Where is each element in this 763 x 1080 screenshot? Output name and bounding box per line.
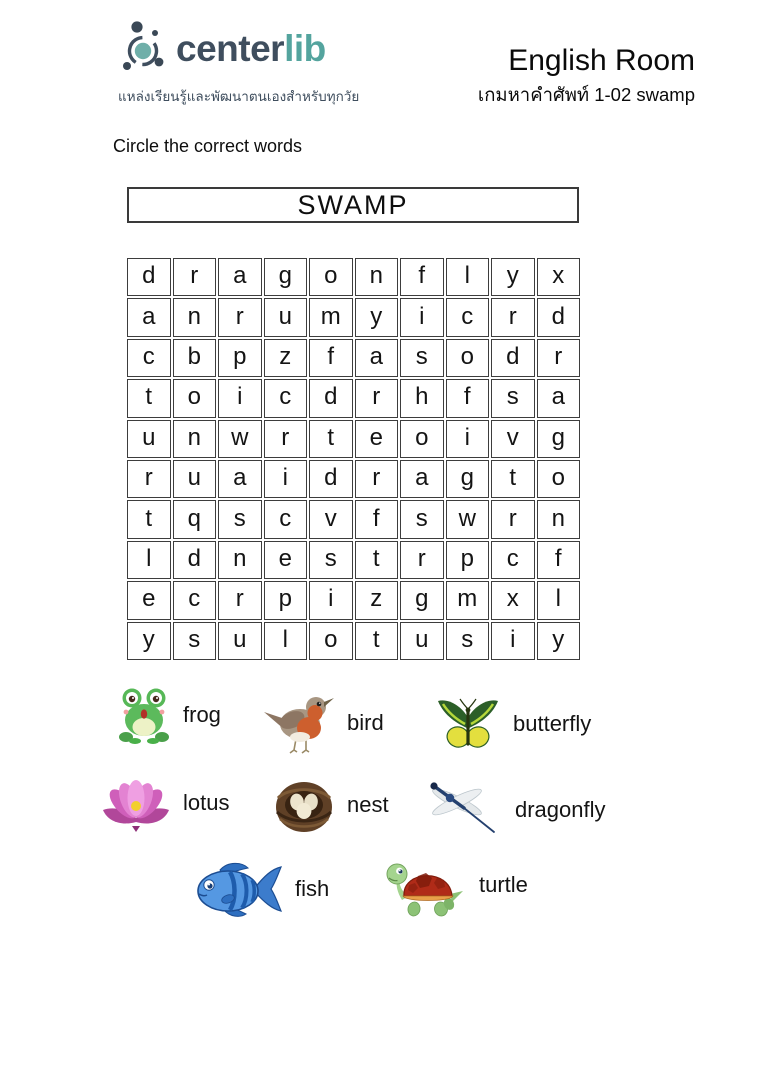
grid-cell-r4-c1[interactable]: t: [127, 379, 171, 417]
grid-cell-r5-c6[interactable]: e: [355, 420, 399, 458]
grid-cell-r9-c4[interactable]: p: [264, 581, 308, 619]
grid-cell-r10-c4[interactable]: l: [264, 622, 308, 660]
grid-cell-r8-c3[interactable]: n: [218, 541, 262, 579]
dragonfly-icon: [424, 782, 502, 838]
grid-cell-r7-c6[interactable]: f: [355, 500, 399, 538]
grid-cell-r4-c10[interactable]: a: [537, 379, 581, 417]
grid-cell-r4-c6[interactable]: r: [355, 379, 399, 417]
grid-cell-r6-c1[interactable]: r: [127, 460, 171, 498]
word-label-lotus: lotus: [183, 790, 230, 815]
grid-cell-r10-c1[interactable]: y: [127, 622, 171, 660]
word-label-butterfly: butterfly: [513, 711, 592, 736]
grid-cell-r8-c4[interactable]: e: [264, 541, 308, 579]
grid-cell-r10-c10[interactable]: y: [537, 622, 581, 660]
grid-cell-r10-c5[interactable]: o: [309, 622, 353, 660]
grid-cell-r4-c5[interactable]: d: [309, 379, 353, 417]
grid-cell-r6-c5[interactable]: d: [309, 460, 353, 498]
grid-cell-r3-c2[interactable]: b: [173, 339, 217, 377]
grid-cell-r2-c7[interactable]: i: [400, 298, 444, 336]
word-label-turtle: turtle: [479, 872, 528, 897]
nest-icon: [274, 776, 334, 834]
grid-cell-r3-c6[interactable]: a: [355, 339, 399, 377]
word-item-nest: [274, 776, 389, 834]
puzzle-title: SWAMP: [297, 189, 409, 220]
grid-cell-r2-c10[interactable]: d: [537, 298, 581, 336]
grid-cell-r5-c4[interactable]: r: [264, 420, 308, 458]
grid-cell-r4-c3[interactable]: i: [218, 379, 262, 417]
grid-cell-r3-c8[interactable]: o: [446, 339, 490, 377]
grid-cell-r5-c3[interactable]: w: [218, 420, 262, 458]
grid-cell-r7-c3[interactable]: s: [218, 500, 262, 538]
word-item-butterfly: [436, 698, 591, 750]
grid-cell-r2-c4[interactable]: u: [264, 298, 308, 336]
grid-cell-r3-c10[interactable]: r: [537, 339, 581, 377]
grid-cell-r8-c7[interactable]: r: [400, 541, 444, 579]
grid-cell-r8-c6[interactable]: t: [355, 541, 399, 579]
word-item-fish: [194, 858, 329, 920]
grid-cell-r9-c10[interactable]: l: [537, 581, 581, 619]
puzzle-title-box: [127, 187, 579, 223]
grid-cell-r8-c8[interactable]: p: [446, 541, 490, 579]
grid-cell-r2-c1[interactable]: a: [127, 298, 171, 336]
letter-grid: [127, 258, 580, 660]
grid-cell-r10-c3[interactable]: u: [218, 622, 262, 660]
turtle-icon: [384, 852, 466, 918]
grid-cell-r3-c4[interactable]: z: [264, 339, 308, 377]
logo-tagline: แหล่งเรียนรู้และพัฒนาตนเองสำหรับทุกวัย: [118, 89, 360, 104]
grid-cell-r6-c10[interactable]: o: [537, 460, 581, 498]
grid-cell-r9-c3[interactable]: r: [218, 581, 262, 619]
grid-cell-r5-c5[interactable]: t: [309, 420, 353, 458]
grid-cell-r4-c7[interactable]: h: [400, 379, 444, 417]
word-label-dragonfly: dragonfly: [515, 797, 606, 822]
word-item-lotus: [102, 772, 229, 834]
room-subtitle: เกมหาคำศัพท์ 1-02 swamp: [477, 84, 695, 105]
word-label-frog: frog: [183, 702, 221, 727]
grid-cell-r3-c1[interactable]: c: [127, 339, 171, 377]
grid-cell-r7-c5[interactable]: v: [309, 500, 353, 538]
grid-cell-r8-c9[interactable]: c: [491, 541, 535, 579]
grid-cell-r10-c8[interactable]: s: [446, 622, 490, 660]
grid-cell-r4-c2[interactable]: o: [173, 379, 217, 417]
word-label-fish: fish: [295, 876, 330, 901]
grid-cell-r1-c7[interactable]: f: [400, 258, 444, 296]
word-item-frog: [118, 686, 221, 744]
grid-cell-r7-c10[interactable]: n: [537, 500, 581, 538]
grid-cell-r7-c2[interactable]: q: [173, 500, 217, 538]
room-title: English Room: [508, 44, 695, 77]
fish-icon: [194, 858, 282, 920]
word-label-bird: bird: [347, 710, 384, 735]
grid-cell-r2-c2[interactable]: n: [173, 298, 217, 336]
grid-cell-r3-c3[interactable]: p: [218, 339, 262, 377]
grid-cell-r8-c2[interactable]: d: [173, 541, 217, 579]
grid-cell-r3-c9[interactable]: d: [491, 339, 535, 377]
brand-text-secondary: lib: [284, 27, 326, 69]
grid-cell-r1-c3[interactable]: a: [218, 258, 262, 296]
grid-cell-r1-c2[interactable]: r: [173, 258, 217, 296]
grid-cell-r5-c7[interactable]: o: [400, 420, 444, 458]
grid-cell-r1-c5[interactable]: o: [309, 258, 353, 296]
grid-cell-r2-c6[interactable]: y: [355, 298, 399, 336]
grid-cell-r7-c4[interactable]: c: [264, 500, 308, 538]
grid-cell-r9-c1[interactable]: e: [127, 581, 171, 619]
grid-cell-r6-c3[interactable]: a: [218, 460, 262, 498]
grid-cell-r6-c7[interactable]: a: [400, 460, 444, 498]
grid-cell-r10-c7[interactable]: u: [400, 622, 444, 660]
grid-cell-r10-c9[interactable]: i: [491, 622, 535, 660]
grid-cell-r7-c8[interactable]: w: [446, 500, 490, 538]
grid-cell-r4-c9[interactable]: s: [491, 379, 535, 417]
bird-icon: [262, 692, 334, 754]
word-label-nest: nest: [347, 792, 389, 817]
grid-cell-r5-c10[interactable]: g: [537, 420, 581, 458]
grid-cell-r1-c1[interactable]: d: [127, 258, 171, 296]
brand-text: [176, 27, 326, 69]
grid-cell-r6-c6[interactable]: r: [355, 460, 399, 498]
grid-cell-r10-c6[interactable]: t: [355, 622, 399, 660]
grid-cell-r7-c9[interactable]: r: [491, 500, 535, 538]
word-item-turtle: [384, 852, 528, 918]
grid-cell-r8-c10[interactable]: f: [537, 541, 581, 579]
grid-cell-r1-c8[interactable]: l: [446, 258, 490, 296]
grid-cell-r2-c5[interactable]: m: [309, 298, 353, 336]
grid-cell-r5-c9[interactable]: v: [491, 420, 535, 458]
centerlib-logo: [118, 20, 359, 107]
grid-cell-r4-c8[interactable]: f: [446, 379, 490, 417]
word-list: [0, 682, 763, 952]
grid-cell-r2-c9[interactable]: r: [491, 298, 535, 336]
grid-cell-r9-c9[interactable]: x: [491, 581, 535, 619]
grid-cell-r9-c8[interactable]: m: [446, 581, 490, 619]
grid-cell-r2-c8[interactable]: c: [446, 298, 490, 336]
grid-cell-r1-c10[interactable]: x: [537, 258, 581, 296]
grid-cell-r1-c4[interactable]: g: [264, 258, 308, 296]
grid-cell-r10-c2[interactable]: s: [173, 622, 217, 660]
grid-cell-r6-c2[interactable]: u: [173, 460, 217, 498]
instruction-text: Circle the correct words: [113, 136, 303, 156]
grid-cell-r7-c1[interactable]: t: [127, 500, 171, 538]
grid-cell-r3-c5[interactable]: f: [309, 339, 353, 377]
lotus-icon: [102, 772, 170, 834]
grid-cell-r5-c1[interactable]: u: [127, 420, 171, 458]
grid-cell-r2-c3[interactable]: r: [218, 298, 262, 336]
grid-cell-r8-c1[interactable]: l: [127, 541, 171, 579]
grid-cell-r6-c8[interactable]: g: [446, 460, 490, 498]
grid-cell-r5-c2[interactable]: n: [173, 420, 217, 458]
centerlib-network-icon: [118, 20, 168, 76]
grid-cell-r9-c5[interactable]: i: [309, 581, 353, 619]
brand-text-primary: center: [176, 27, 285, 69]
grid-cell-r4-c4[interactable]: c: [264, 379, 308, 417]
word-item-dragonfly: [424, 782, 606, 838]
grid-cell-r5-c8[interactable]: i: [446, 420, 490, 458]
grid-cell-r1-c6[interactable]: n: [355, 258, 399, 296]
grid-cell-r3-c7[interactable]: s: [400, 339, 444, 377]
frog-icon: [118, 686, 170, 744]
butterfly-icon: [436, 698, 500, 750]
grid-cell-r6-c9[interactable]: t: [491, 460, 535, 498]
grid-cell-r1-c9[interactable]: y: [491, 258, 535, 296]
grid-cell-r6-c4[interactable]: i: [264, 460, 308, 498]
grid-cell-r9-c2[interactable]: c: [173, 581, 217, 619]
grid-cell-r9-c6[interactable]: z: [355, 581, 399, 619]
word-item-bird: [262, 692, 384, 754]
room-title-block: [478, 44, 695, 110]
grid-cell-r7-c7[interactable]: s: [400, 500, 444, 538]
grid-cell-r9-c7[interactable]: g: [400, 581, 444, 619]
grid-cell-r8-c5[interactable]: s: [309, 541, 353, 579]
